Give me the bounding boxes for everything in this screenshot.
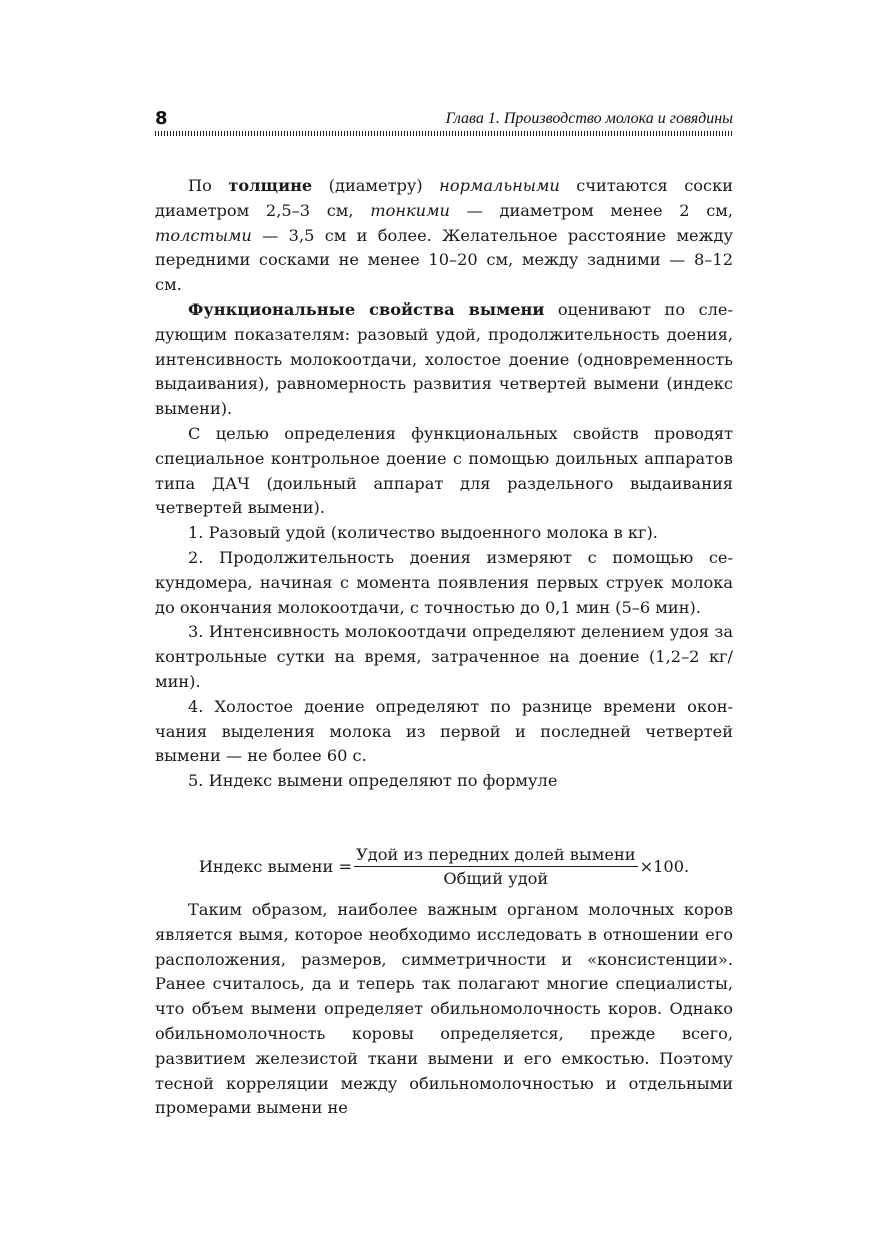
italic-term: нормальными [439,176,560,195]
running-head: Глава 1. Производство молока и говядины [445,110,733,127]
formula-numerator: Удой из передних долей вымени [354,845,638,867]
list-item-4: 4. Холостое доение определяют по разнице времени окончания выделения молока из первой и последней четвертей вымени — не более 60 с. [155,696,733,766]
page-number: 8 [155,108,168,129]
paragraph-functional-properties [155,298,733,422]
italic-term: тонкими [370,200,450,220]
formula-fraction [354,845,638,888]
udder-index-formula [155,838,733,894]
list-item-2: 2. Продолжительность доения измеряют с помощью секундомера, начиная с момента появления первых струек молока до окончания молокоотдачи, с точностью до 0,1 мин (5–6 мин). [155,547,733,617]
text-span: считаются соски диаметром 2,5–3 см, [155,176,733,220]
body-text-bottom [155,898,733,1121]
formula-rhs: ×100. [639,856,690,876]
text-span: оценивают по следующим показателям: разовый удой, продолжительность доения, интенсивность молокоотдачи, холостое доение (одновременность выдаивания), равномерность развития четвертей вымени (индекс вымени). [155,299,734,419]
list-item-3: 3. Интенсивность молокоотдачи определяют делением удоя за контрольные сутки на время, затраченное на доение (1,2–2 кг/мин). [155,622,733,691]
bold-term: Функциональные свойства вымени [188,299,545,319]
text-span: (диаметру) [312,176,440,195]
paragraph-teat-thickness [155,174,733,298]
header-rule [155,131,733,136]
body-text-top [155,174,733,794]
text-span: По [188,176,229,195]
bold-term: толщине [228,176,313,195]
formula-lhs: Индекс вымени = [198,856,353,876]
italic-term: толстыми [155,225,252,245]
list-item-1: 1. Разовый удой (количество выдоенного молока в кг). [188,523,658,543]
paragraph-conclusion: Таким образом, наиболее важным органом молочных коров является вымя, которое необходимо исследовать в отношении его расположения, размеров, симметричности и «консистенции». Ранее считалось, да и теперь так полагают многие специалисты, что объем вымени определяет обильномолочность коров. Однако обильномолочность коровы определяется, прежде всего, развитием железистой ткани вымени и его емкостью. Поэтому тесной корреляции между обильномолочностью и отдельными промерами вымени не [155,900,733,1118]
paragraph-control-milking: С целью определения функциональных свойств проводят специальное контрольное доение с помощью доильных аппаратов типа ДАЧ (доильный аппарат для раздельного выдаивания четвертей вымени). [155,423,733,518]
list-item-5: 5. Индекс вымени определяют по формуле [188,771,558,791]
text-span: — 3,5 см и более. Желательное расстояние между передними сосками не менее 10–20 см, между задними — 8–12 см. [155,225,733,295]
formula-denominator: Общий удой [443,868,549,888]
text-span: — диаметром менее 2 см, [449,200,734,220]
